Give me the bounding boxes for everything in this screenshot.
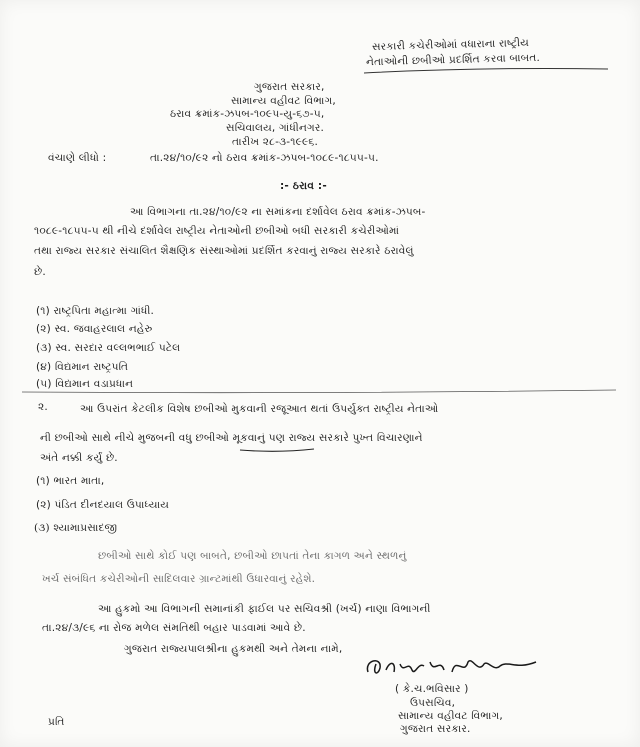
signatory-gov: ગુજરાત સરકાર. (400, 723, 471, 735)
resolution-title: :- ઠરાવ :- (280, 180, 327, 192)
signatory-designation: ઉપસચિવ, (410, 697, 456, 709)
reference-text: તા.૨૪/૧૦/૯૨ નો ઠરાવ ક્રમાંક-ઝપબ-૧૦૮૯-૧૮૫૫-૫. (150, 152, 379, 164)
header-resolution-no: ઠરાવ ક્રમાંક-ઝપબ-૧૦૯૫-યુ-૬૭-૫, (170, 108, 325, 120)
copy-to-label: પ્રતિ (48, 716, 65, 728)
header-org: ગુજરાત સરકાર, (254, 81, 325, 93)
list2-item-3: (૩) શ્યામાપ્રસાદજી (34, 522, 118, 534)
list2-item-2: (૨) પંડિત દીનદયાલ ઉપાધ્યાય (36, 499, 170, 511)
handwritten-signature (360, 652, 545, 682)
reference-label: વંચાણે લીધો : (48, 152, 107, 164)
list1-item-1: (૧) રાષ્ટ્રપિતા મહાત્મા ગાંધી. (36, 305, 155, 317)
para1-line-2: ૧૦૮૯-૧૮૫૫-૫ થી નીચે દર્શાવેલ રાષ્ટ્રીય નેતાઓની છબીઓ બધી સરકારી કચેરીઓમાં (34, 225, 400, 237)
para3-line-2: ખર્ચ સંબંધિત કચેરીઓની સાદિલવાર ગ્રાન્ટમાંથી ઉધારવાનું રહેશે. (42, 573, 316, 585)
section-divider (20, 388, 620, 396)
top-note-line-2: નેતાઓની છબીઓ પ્રદર્શિત કરવા બાબત. (365, 51, 541, 69)
para1-line-1: આ વિભાગના તા.૨૪/૧૦/૯૨ ના સમાંકના દર્શાવેલ ઠરાવ ક્રમાંક-ઝપબ- (130, 206, 426, 218)
para2-line-3: અંતે નક્કી કર્યું છે. (40, 452, 118, 464)
header-place: સચિવાલય, ગાંધીનગર. (226, 122, 324, 134)
list1-item-2: (૨) સ્વ. જવાહરલાલ નહેરુ (36, 323, 153, 335)
para3-line-1: છબીઓ સાથે કોઈ પણ બાબતે, છબીઓ છાપતાં તેના કાગળ અને સ્થળનું (98, 550, 407, 562)
para4-line-1: આ હુકમો આ વિભાગની સમાનાંકી ફાઈલ પર સચિવશ્રી (ખર્ચ) નાણા વિભાગની (98, 603, 431, 615)
header-date: તારીખ ૨૮-૩-૧૯૯૬. (232, 136, 319, 148)
para2-number: ૨. (38, 401, 48, 413)
para4-line-2: તા.૨૪/૩/૯૬ ના રોજ મળેલ સંમતિથી બહાર પાડવામાં આવે છે. (42, 622, 306, 634)
list1-item-3: (૩) સ્વ. સરદાર વલ્લભભાઈ પટેલ (36, 342, 181, 354)
header-dept: સામાન્ય વહીવટ વિભાગ, (231, 95, 336, 107)
top-note-line-1: સરકારી કચેરીઓમાં વધારાના રાષ્ટ્રીય (371, 36, 530, 54)
list1-item-4: (૪) વિદ્યમાન રાષ્ટ્રપતિ (36, 361, 129, 373)
list2-item-1: (૧) ભારત માતા, (36, 475, 105, 487)
para1-line-4: છે. (34, 266, 46, 278)
list1-item-5: (૫) વિદ્યમાન વડાપ્રધાન (36, 378, 134, 390)
handwritten-underline (238, 446, 318, 454)
signatory-dept: સામાન્ય વહીવટ વિભાગ, (398, 710, 503, 722)
para1-line-3: તથા રાજ્ય સરકાર સંચાલિત શૈક્ષણિક સંસ્થાઓમાં પ્રદર્શિત કરવાનું રાજ્ય સરકારે ઠરાવેલું (34, 245, 414, 257)
top-note-underline (362, 66, 612, 76)
closing-line: ગુજરાત રાજ્યપાલશ્રીના હુકમથી અને તેમના નામે, (124, 643, 343, 655)
signatory-name: ( કે.ચ.ભવિસાર ) (395, 683, 469, 695)
para2-line-1: આ ઉપરાંત કેટલીક વિશેષ છબીઓ મુકવાની રજૂઆત થતાં ઉપર્યુક્ત રાષ્ટ્રીય નેતાઓ (80, 403, 439, 415)
para2-line-2: ની છબીઓ સાથે નીચે મુજબની વધુ છબીઓ મૂકવાનું પણ રાજ્ય સરકારે પુખ્ત વિચારણાને (40, 432, 423, 444)
